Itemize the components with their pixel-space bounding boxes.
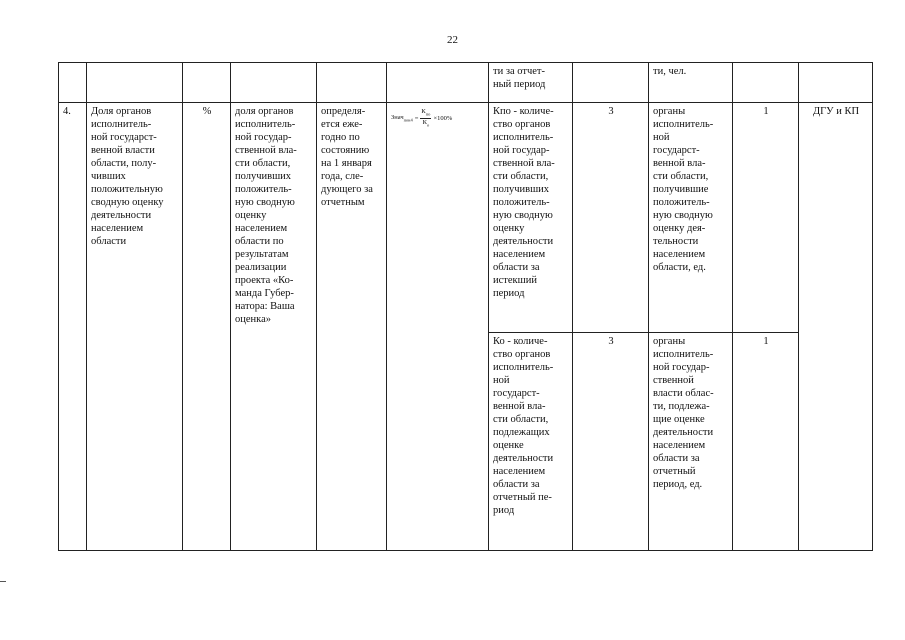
- cell-component-source: органы исполнитель- ной государ- ственной власти облас- ти, подлежа- щие оценке деятельности населением области за отчетный период, ед.: [649, 333, 733, 551]
- formula-lhs-sub: пок4: [403, 116, 413, 122]
- cell-unit: %: [183, 103, 231, 551]
- cell-empty: [317, 63, 387, 103]
- formula-lhs: [391, 114, 413, 124]
- continuation-row: [59, 63, 873, 103]
- cell-empty: [231, 63, 317, 103]
- cell-empty: [183, 63, 231, 103]
- cell-empty: [733, 63, 799, 103]
- cell-definition: доля органов исполнитель- ной государ- ственной вла- сти области, получивших положитель- ную сводную оценку населением области по результатам реализации проекта «Ко- манда Губер- натора: Ваша оценка»: [231, 103, 317, 551]
- cell-component-code: 1: [733, 333, 799, 551]
- cell-component-code: 1: [733, 103, 799, 333]
- formula-fraction: [420, 108, 431, 130]
- formula-numerator: [420, 108, 431, 119]
- formula-numerator-sub: по: [425, 111, 431, 117]
- cell-component-description: Кпо - количе- ство органов исполнитель- ной государ- ственной вла- сти области, получивших положитель- ную сводную оценку деятельности населением области за истекший период: [489, 103, 573, 333]
- cell-component-method: 3: [573, 333, 649, 551]
- formula-denominator-text: К: [422, 119, 427, 127]
- cell-formula: [387, 103, 489, 551]
- formula-numerator-text: К: [421, 108, 426, 115]
- formula-lhs-text: Знач: [391, 113, 404, 121]
- cell-row-number: 4.: [59, 103, 87, 551]
- cell-empty: [799, 63, 873, 103]
- indicator-row: [59, 103, 873, 333]
- formula: [391, 108, 485, 130]
- page-number: 22: [447, 34, 458, 46]
- cell-continuation-description: ти за отчет- ный период: [489, 63, 573, 103]
- cell-responsible: ДГУ и КП: [799, 103, 873, 551]
- cell-empty: [573, 63, 649, 103]
- cell-indicator-name: Доля органов исполнитель- ной государст- венной власти области, полу- чивших положительную сводную оценку деятельности населением области: [87, 103, 183, 551]
- cell-empty: [87, 63, 183, 103]
- cell-component-method: 3: [573, 103, 649, 333]
- cell-continuation-source: ти, чел.: [649, 63, 733, 103]
- formula-eq: =: [414, 114, 419, 122]
- formula-denominator-sub: о: [426, 122, 430, 128]
- scan-edge-mark: [0, 581, 6, 582]
- formula-denominator: [422, 119, 431, 129]
- formula-tail: ×100%: [433, 114, 453, 122]
- indicator-table: [58, 62, 873, 551]
- cell-component-description: Ко - количе- ство органов исполнитель- ной государст- венной вла- сти области, подлежащих оценке деятельности населением области за отчетный пе- риод: [489, 333, 573, 551]
- cell-component-source: органы исполнитель- ной государст- венной вла- сти области, получившие положитель- ную сводную оценку дея- тельности населением области, ед.: [649, 103, 733, 333]
- cell-periodicity: определя- ется еже- годно по состоянию на 1 января года, сле- дующего за отчетным: [317, 103, 387, 551]
- cell-empty: [59, 63, 87, 103]
- cell-empty: [387, 63, 489, 103]
